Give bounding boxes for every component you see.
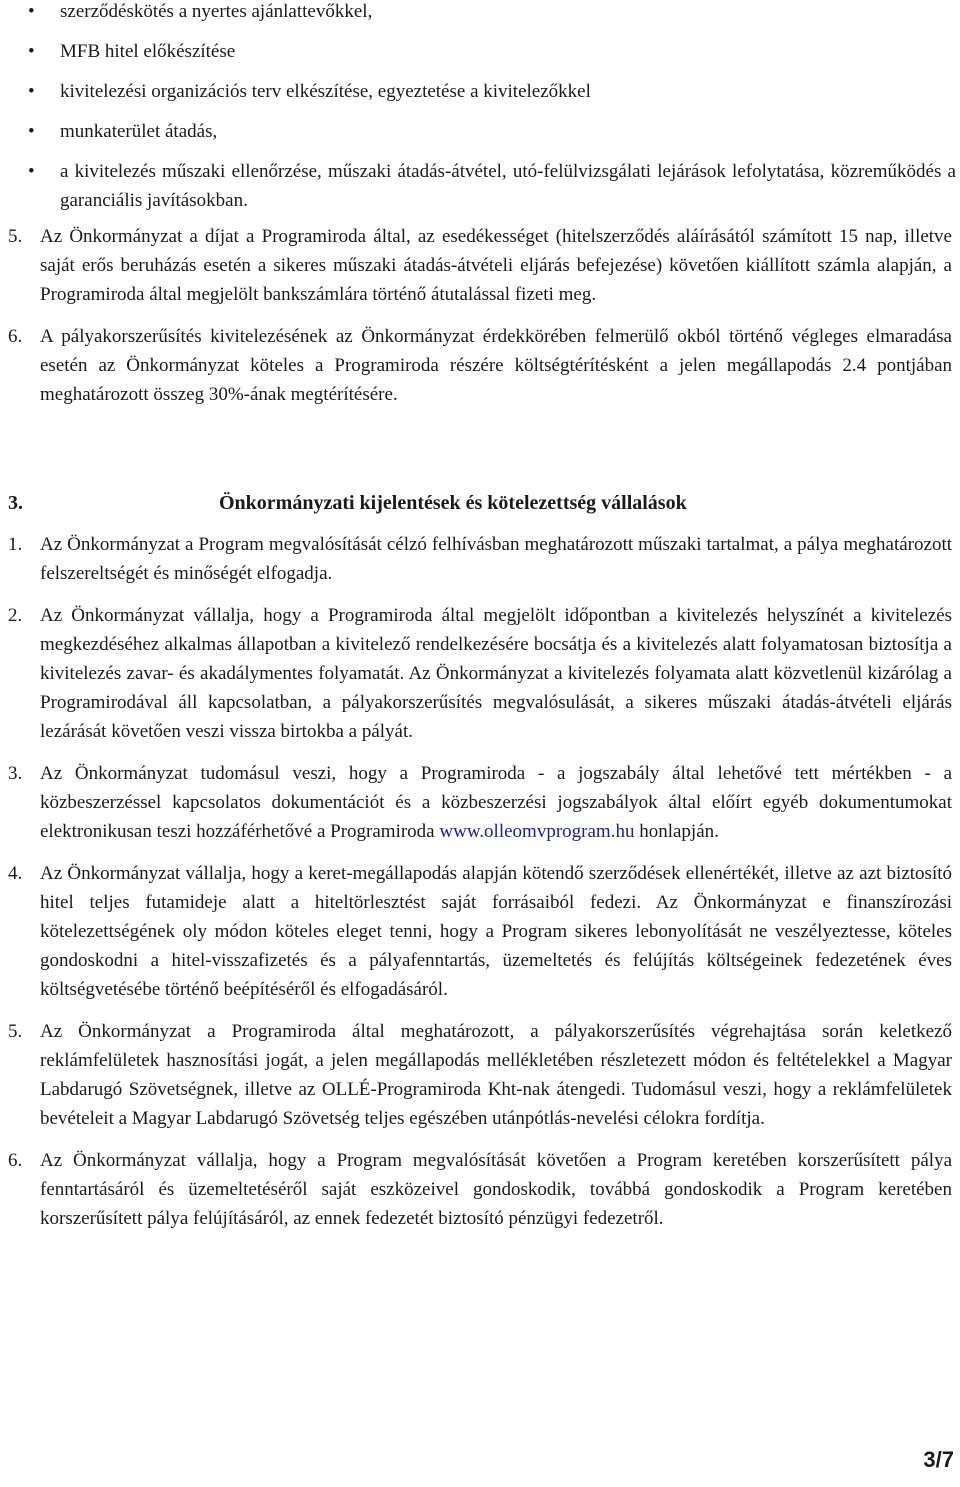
numbered-item [0,222,952,309]
section-title: Önkormányzati kijelentések és kötelezettség vállalások [219,492,687,514]
bullet-item: • a kivitelezés műszaki ellenőrzése, műszaki átadás-átvétel, utó-felülvizsgálati lejárások lefolytatása, közreműködés a garanciális javításokban. [28,157,956,215]
numbered-item [0,1017,952,1133]
bullet-item: • MFB hitel előkészítése [28,37,956,66]
numbered-item [0,1146,952,1233]
numbered-item [0,322,952,409]
item-number: 2. [8,605,23,626]
item-number: 6. [8,1150,23,1171]
item-text: Az Önkormányzat vállalja, hogy a keret-megállapodás alapján kötendő szerződések ellenértékét, illetve az azt biztosító hitel teljes futamideje alatt a hiteltörlesztést saját forrásaiból fedezi. Az Önkormányzat e finanszírozási kötelezettségének oly módon köteles eleget tenni, hogy a Program sikeres lebonyolítását ne veszélyeztesse, köteles gondoskodni a hitel-visszafizetés és a pályafenntartás, üzemeltetés és felújítás költségeinek fedezetének éves költségvetésébe történő beépítéséről és elfogadásáról. [40,863,952,1000]
numbered-item [0,859,952,1004]
item-text: Az Önkormányzat vállalja, hogy a Program megvalósítását követően a Program keretében korszerűsített pálya fenntartásáról és üzemeltetéséről saját eszközeivel gondoskodik, továbbá gondoskodik a Program keretében korszerűsített pálya felújításáról, az ennek fedezetét biztosító pénzügyi fedezetről. [40,1150,952,1229]
payment-terms-list [0,222,952,422]
item-text: Az Önkormányzat a Programiroda által meghatározott, a pályakorszerűsítés végrehajtása során keletkező reklámfelületek hasznosítási jogát, a jelen megállapodás mellékletében részletezett módon és feltételekkel a Magyar Labdarugó Szövetségnek, illetve az OLLÉ-Programiroda Kht-nak átengedi. Tudomásul veszi, hogy a reklámfelületek bevételeit a Magyar Labdarugó Szövetség teljes egészében utánpótlás-nevelési célokra fordítja. [40,1021,952,1129]
item-text: Az Önkormányzat vállalja, hogy a Programiroda által megjelölt időpontban a kivitelezés helyszínét a kivitelezés megkezdéséhez alkalmas állapotban a kivitelező rendelkezésére bocsátja és a kivitelezés alatt folyamatosan biztosítja a kivitelezés zavar- és akadálymentes folyamatát. Az Önkormányzat a kivitelezés folyamata alatt közvetlenül kizárólag a Programirodával áll kapcsolatban, a pályakorszerűsítés megvalósulását, a sikeres műszaki átadás-átvételi eljárás lezárását követően veszi vissza birtokba a pályát. [40,605,952,742]
bullet-item: • munkaterület átadás, [28,117,956,146]
item-number: 5. [8,226,23,247]
item-text: Az Önkormányzat a Program megvalósítását célzó felhívásban meghatározott műszaki tartalmat, a pálya meghatározott felszereltségét és minőségét elfogadja. [40,534,952,584]
program-website-link[interactable]: www.olleomvprogram.hu [439,821,635,842]
numbered-item [0,759,952,846]
bullet-item: • kivitelezési organizációs terv elkészítése, egyeztetése a kivitelezőkkel [28,77,956,106]
item-number: 1. [8,534,23,555]
item-number: 3. [8,763,23,784]
item-number: 4. [8,863,23,884]
item-number: 6. [8,326,23,347]
numbered-item [0,530,952,588]
item-text: A pályakorszerűsítés kivitelezésének az Önkormányzat érdekkörében felmerülő okból történő végleges elmaradása esetén az Önkormányzat köteles a Programiroda részére költségtérítésként a jelen megállapodás 2.4 pontjában meghatározott összeg 30%-ának megtérítésére. [40,326,952,405]
bullet-list [28,0,956,226]
item-text: honlapján. [639,821,719,842]
item-text: Az Önkormányzat tudomásul veszi, hogy a Programiroda - a jogszabály által lehetővé tett mértékben - a közbeszerzéssel kapcsolatos dokumentációt és a közbeszerzési jogszabályok által előírt egyéb dokumentumokat elektronikusan teszi hozzáférhetővé a Programiroda [40,763,952,842]
obligations-list [0,530,952,1246]
bullet-item: • szerződéskötés a nyertes ajánlattevőkkel, [28,0,956,26]
page-number: 3/7 [923,1447,954,1472]
item-text: Az Önkormányzat a díjat a Programiroda által, az esedékességet (hitelszerződés aláírásától számított 15 nap, illetve saját erős beruházás esetén a sikeres műszaki átadás-átvételi eljárás befejezése) követően kiállított számla alapján, a Programiroda által megjelölt bankszámlára történő átutalással fizeti meg. [40,226,952,305]
numbered-item [0,601,952,746]
section-number: 3. [8,492,23,514]
item-number: 5. [8,1021,23,1042]
